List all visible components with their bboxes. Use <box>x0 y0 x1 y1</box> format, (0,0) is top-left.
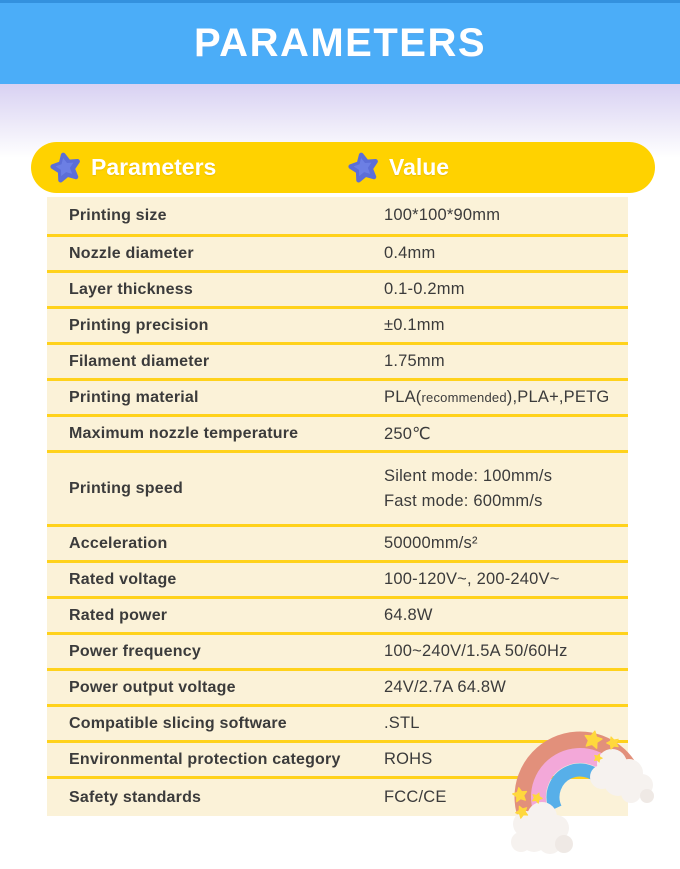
param-cell: Rated power <box>69 606 168 624</box>
value-cell: 0.1-0.2mm <box>384 280 465 298</box>
table-header <box>31 142 655 193</box>
param-cell: Compatible slicing software <box>69 714 287 732</box>
table-row <box>47 671 628 707</box>
table-row <box>47 635 628 671</box>
table-row <box>47 345 628 381</box>
value-line: Silent mode: 100mm/s <box>384 466 553 485</box>
param-cell: Nozzle diameter <box>69 244 194 262</box>
value-cell: FCC/CE <box>384 788 447 806</box>
value-cell: 100~240V/1.5A 50/60Hz <box>384 642 568 660</box>
value-cell: 0.4mm <box>384 244 436 262</box>
value-cell: ROHS <box>384 750 433 768</box>
param-cell: Printing material <box>69 388 199 406</box>
value-cell <box>384 464 628 514</box>
param-cell: Power output voltage <box>69 678 236 696</box>
value-cell: 100*100*90mm <box>384 206 501 224</box>
parameters-column-header <box>50 152 216 184</box>
value-cell: ±0.1mm <box>384 316 445 334</box>
parameters-column-label: Parameters <box>91 154 217 180</box>
spec-table <box>47 197 628 816</box>
table-row <box>47 309 628 345</box>
table-row <box>47 417 628 453</box>
param-cell: Layer thickness <box>69 280 193 298</box>
param-cell: Printing size <box>69 206 167 224</box>
value-line: Fast mode: 600mm/s <box>384 491 543 510</box>
param-cell: Filament diameter <box>69 352 210 370</box>
param-cell: Printing speed <box>69 479 183 497</box>
star-icon <box>50 152 82 184</box>
table-row <box>47 599 628 635</box>
table-row <box>47 563 628 599</box>
param-cell: Safety standards <box>69 788 202 806</box>
table-row <box>47 453 628 527</box>
value-cell: .STL <box>384 714 420 732</box>
param-cell: Rated voltage <box>69 570 177 588</box>
page-title: PARAMETERS <box>193 21 487 65</box>
param-cell: Printing precision <box>69 316 209 334</box>
table-row <box>47 743 628 779</box>
table-row <box>47 237 628 273</box>
param-cell: Acceleration <box>69 534 168 552</box>
param-cell: Power frequency <box>69 642 201 660</box>
value-cell: PLA(recommended),PLA+,PETG <box>384 388 610 406</box>
value-cell: 50000mm/s² <box>384 534 478 552</box>
value-cell: 24V/2.7A 64.8W <box>384 678 507 696</box>
table-row <box>47 707 628 743</box>
value-cell: 100-120V~, 200-240V~ <box>384 570 560 588</box>
value-column-header <box>348 152 449 184</box>
table-row <box>47 197 628 237</box>
value-column-label: Value <box>389 154 450 180</box>
page-header-banner <box>0 0 680 84</box>
param-cell: Environmental protection category <box>69 750 341 768</box>
table-row <box>47 779 628 816</box>
value-cell: 250℃ <box>384 424 431 443</box>
table-row <box>47 273 628 309</box>
star-icon <box>348 152 380 184</box>
param-cell: Maximum nozzle temperature <box>69 424 299 442</box>
value-cell: 64.8W <box>384 606 433 624</box>
table-row <box>47 527 628 563</box>
table-row <box>47 381 628 417</box>
value-cell: 1.75mm <box>384 352 445 370</box>
